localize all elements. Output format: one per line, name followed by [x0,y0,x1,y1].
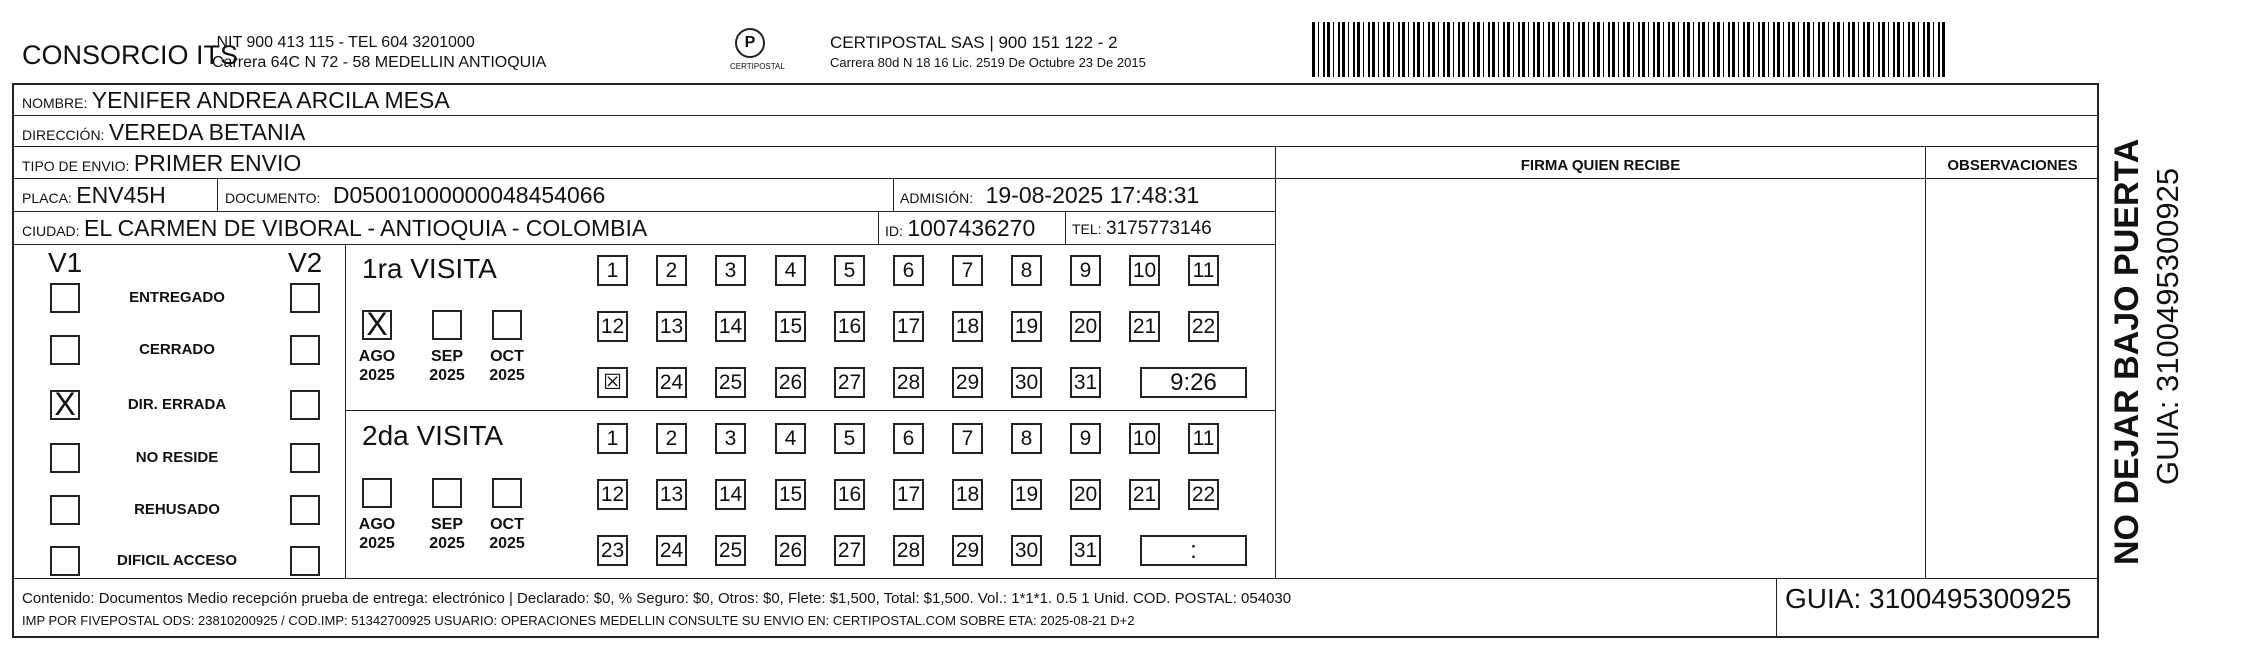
visit1-day-box[interactable]: 30 [1011,367,1042,398]
documento-label: DOCUMENTO: [225,190,321,206]
placa-value: ENV45H [76,182,166,208]
visit2-day-box[interactable]: 8 [1011,423,1042,454]
visit2-month-checkbox[interactable] [362,478,392,508]
visit1-day-box[interactable]: 26 [775,367,806,398]
tipo-label: TIPO DE ENVIO: [22,158,130,174]
visit1-day-box[interactable]: 24 [656,367,687,398]
id-value: 1007436270 [907,215,1036,241]
visit1-day-box[interactable]: 8 [1011,255,1042,286]
v2-header: V2 [288,247,323,278]
nombre-label: NOMBRE: [22,95,88,111]
v2-checkbox[interactable] [290,283,320,313]
logo-text: CERTIPOSTAL [730,62,785,71]
footer-print-info: IMP POR FIVEPOSTAL ODS: 23810200925 / COD.IMP: 51342700925 USUARIO: OPERACIONES MEDELLIN CONSULTE SU ENVIO EN: CERTIPOSTAL.COM SOBRE ETA: 2025-08-21 D+2 [22,613,1135,628]
ciudad-label: CIUDAD: [22,223,80,239]
visit2-day-box[interactable]: 11 [1188,423,1219,454]
tipo-value: PRIMER ENVIO [133,150,302,176]
tel-value: 3175773146 [1106,218,1212,239]
v1-checkbox[interactable] [50,443,80,473]
visit1-day-box[interactable]: ☒ [597,367,628,398]
visit1-day-box[interactable]: 21 [1129,311,1160,342]
visit2-day-box[interactable]: 24 [656,535,687,566]
visit2-day-box[interactable]: 16 [834,479,865,510]
observaciones-header: OBSERVACIONES [1947,157,2078,174]
v1-checkbox[interactable]: X [50,390,80,420]
certipostal-logo [730,28,785,88]
placa-field [22,182,166,209]
v2-checkbox[interactable] [290,546,320,576]
address-line: Carrera 64C N 72 - 58 MEDELLIN ANTIOQUIA [212,54,547,71]
visit1-month-label: SEP 2025 [429,348,465,384]
visit2-day-box[interactable]: 1 [597,423,628,454]
visit2-day-box[interactable]: 15 [775,479,806,510]
ciudad-value: EL CARMEN DE VIBORAL - ANTIOQUIA - COLOMBIA [84,215,648,241]
id-field [885,215,1035,242]
visit2-day-box[interactable]: 6 [893,423,924,454]
nombre-value: YENIFER ANDREA ARCILA MESA [91,87,450,113]
visit2-month-checkbox[interactable] [492,478,522,508]
status-label: DIFICIL ACCESO [116,552,237,569]
visit2-day-box[interactable]: 28 [893,535,924,566]
tipo-field [22,150,301,177]
visit1-day-box[interactable]: 6 [893,255,924,286]
visit1-day-box[interactable]: 4 [775,255,806,286]
visit2-day-box[interactable]: 20 [1070,479,1101,510]
direccion-value: VEREDA BETANIA [108,119,306,145]
guia-number: GUIA: 3100495300925 [1785,583,2072,614]
visit1-day-box[interactable]: 11 [1188,255,1219,286]
visit1-day-box[interactable]: 20 [1070,311,1101,342]
direccion-label: DIRECCIÓN: [22,127,105,143]
visit1-time-box[interactable]: 9:26 [1140,367,1247,398]
v1-checkbox[interactable] [50,495,80,525]
visit2-day-box[interactable]: 17 [893,479,924,510]
side-warning: NO DEJAR BAJO PUERTA [2108,138,2146,565]
status-label: REHUSADO [134,501,220,518]
v2-checkbox[interactable] [290,390,320,420]
visit1-month-checkbox[interactable] [492,310,522,340]
visit2-day-box[interactable]: 29 [952,535,983,566]
documento-value: D05001000000048454066 [332,182,606,208]
visit1-day-box[interactable]: 27 [834,367,865,398]
visit2-day-box[interactable]: 5 [834,423,865,454]
nit-line: .NIT 900 413 115 - TEL 604 3201000 [212,34,475,51]
visit2-day-box[interactable]: 4 [775,423,806,454]
visit2-month-checkbox[interactable] [432,478,462,508]
visit2-day-box[interactable]: 19 [1011,479,1042,510]
visit2-day-box[interactable]: 13 [656,479,687,510]
visit2-day-box[interactable]: 12 [597,479,628,510]
visit2-day-box[interactable]: 18 [952,479,983,510]
ciudad-field [22,215,647,242]
visit1-month-label: AGO 2025 [358,348,396,384]
visit2-day-box[interactable]: 2 [656,423,687,454]
visit2-day-box[interactable]: 25 [715,535,746,566]
visit2-day-box[interactable]: 7 [952,423,983,454]
visit2-month-label: SEP 2025 [429,516,465,552]
visit1-day-box[interactable]: 5 [834,255,865,286]
visit1-day-box[interactable]: 18 [952,311,983,342]
status-label: NO RESIDE [135,449,219,466]
direccion-field [22,119,305,146]
visit1-day-box[interactable]: 29 [952,367,983,398]
barcode [1312,22,1945,77]
visit1-day-box[interactable]: 28 [893,367,924,398]
company-info [212,33,546,73]
visit1-day-box[interactable]: 3 [715,255,746,286]
visit1-day-box[interactable]: 25 [715,367,746,398]
visit1-day-box[interactable]: 17 [893,311,924,342]
firma-header: FIRMA QUIEN RECIBE [1520,157,1681,174]
carrier-line: CERTIPOSTAL SAS | 900 151 122 - 2 [830,33,1118,52]
visit2-day-box[interactable]: 9 [1070,423,1101,454]
visit2-day-box[interactable]: 26 [775,535,806,566]
visit1-day-box[interactable]: 15 [775,311,806,342]
visit1-day-box[interactable]: 31 [1070,367,1101,398]
visit2-day-box[interactable]: 23 [597,535,628,566]
visit1-month-checkbox[interactable]: X [362,310,392,340]
visit2-time-box[interactable]: : [1140,535,1247,566]
v1-checkbox[interactable] [50,335,80,365]
v1-checkbox[interactable] [50,546,80,576]
visit1-day-box[interactable]: 19 [1011,311,1042,342]
visit1-day-box[interactable]: 10 [1129,255,1160,286]
admision-label: ADMISIÓN: [900,190,974,206]
logo-icon: P [735,28,765,58]
visit2-day-box[interactable]: 21 [1129,479,1160,510]
visit2-month-label: AGO 2025 [358,516,396,552]
visit2-day-box[interactable]: 14 [715,479,746,510]
visit1-day-box[interactable]: 16 [834,311,865,342]
v2-checkbox[interactable] [290,495,320,525]
carrier-info [830,33,1146,73]
visit1-day-box[interactable]: 1 [597,255,628,286]
status-label: ENTREGADO [129,289,225,306]
v1-header: V1 [48,247,83,278]
visit1-day-box[interactable]: 22 [1188,311,1219,342]
visit2-day-box[interactable]: 30 [1011,535,1042,566]
visit2-day-box[interactable]: 31 [1070,535,1101,566]
footer-content: Contenido: Documentos Medio recepción prueba de entrega: electrónico | Declarado: $0, % Seguro: $0, Otros: $0, Flete: $1,500, Total: $1,500. Vol.: 1*1*1. 0.5 1 Unid. COD. POSTAL: 054030 [22,590,1292,607]
tel-field [1072,218,1212,240]
visit2-title: 2da VISITA [362,420,504,451]
status-label: CERRADO [139,341,215,358]
v2-checkbox[interactable] [290,335,320,365]
placa-label: PLACA: [22,190,72,206]
visit2-day-box[interactable]: 3 [715,423,746,454]
v1-checkbox[interactable] [50,283,80,313]
nombre-field [22,87,450,114]
carrier-license: Carrera 80d N 18 16 Lic. 2519 De Octubre 23 De 2015 [830,55,1146,70]
status-label: DIR. ERRADA [127,396,227,413]
visit1-day-box[interactable]: 13 [656,311,687,342]
v2-checkbox[interactable] [290,443,320,473]
side-guia: GUIA: 3100495300925 [2150,167,2185,485]
visit1-title: 1ra VISITA [362,253,497,284]
visit1-day-box[interactable]: 9 [1070,255,1101,286]
visit2-day-box[interactable]: 22 [1188,479,1219,510]
admision-field [900,182,1199,209]
visit2-day-box[interactable]: 10 [1129,423,1160,454]
visit1-day-box[interactable]: 14 [715,311,746,342]
visit1-day-box[interactable]: 7 [952,255,983,286]
visit1-day-box[interactable]: 12 [597,311,628,342]
tel-label: TEL: [1072,221,1102,237]
visit1-day-box[interactable]: 2 [656,255,687,286]
documento-field [225,182,605,209]
admision-value: 19-08-2025 17:48:31 [985,182,1200,208]
id-label: ID: [885,223,903,239]
visit1-month-label: OCT 2025 [489,348,525,384]
visit2-day-box[interactable]: 27 [834,535,865,566]
visit1-month-checkbox[interactable] [432,310,462,340]
company-name: CONSORCIO ITS [22,40,239,70]
visit2-month-label: OCT 2025 [489,516,525,552]
